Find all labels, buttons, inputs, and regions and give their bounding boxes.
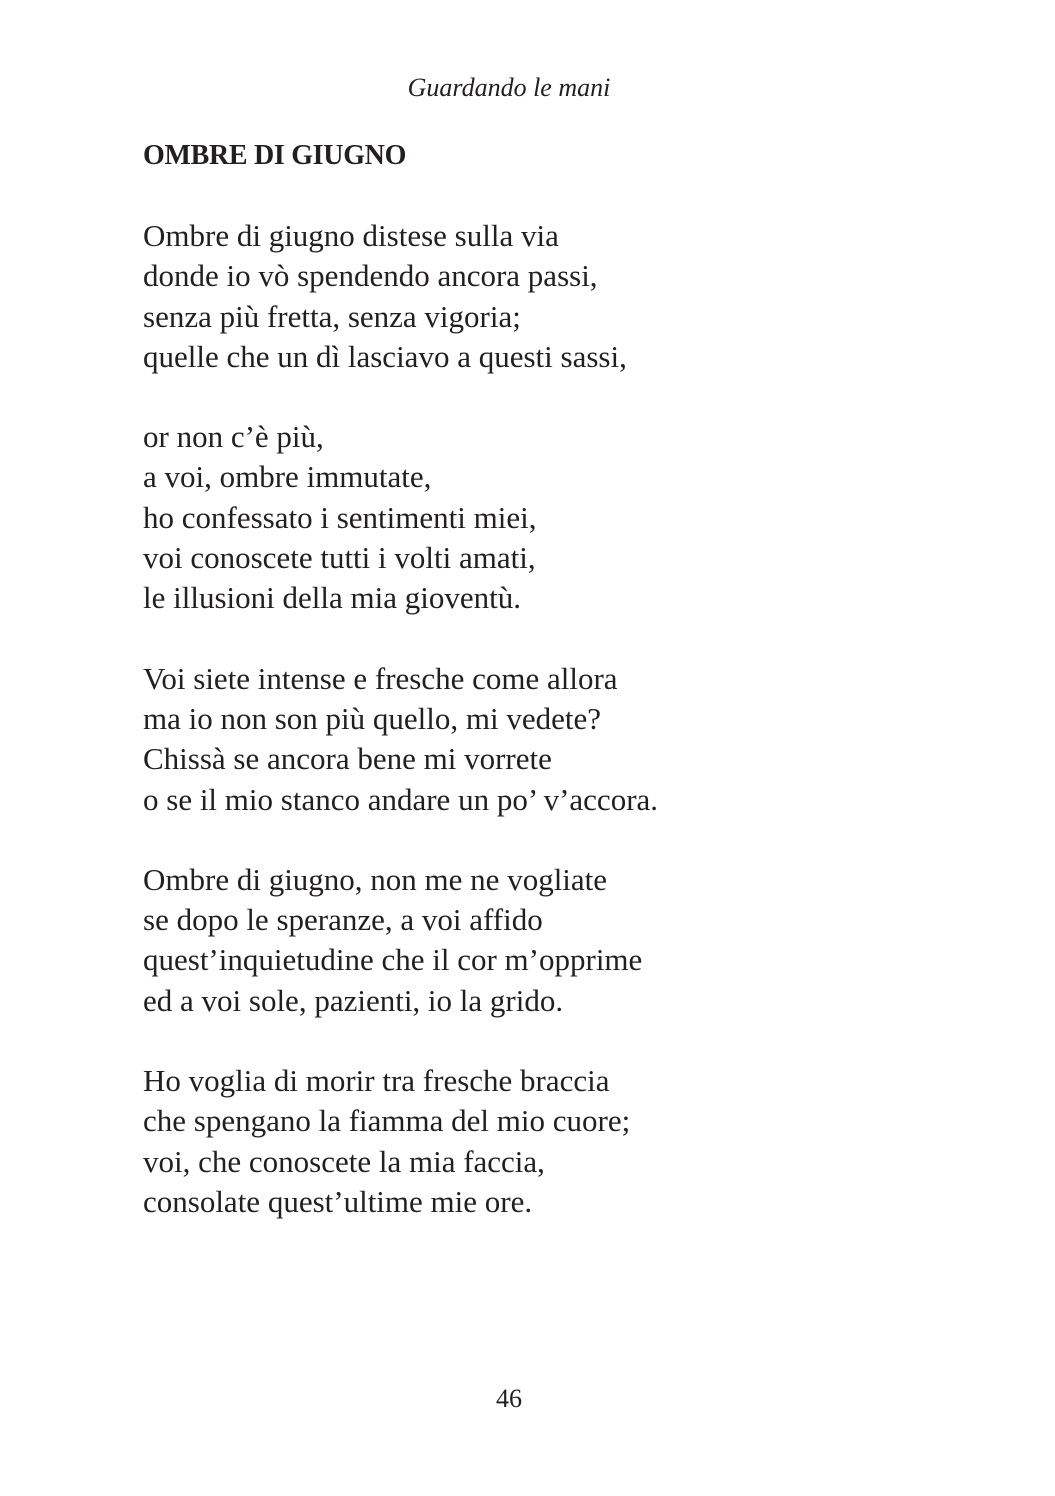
poem-line: Ombre di giugno, non me ne vogliate [143,861,608,897]
poem-title: OMBRE DI GIUGNO [143,140,407,171]
poem-line: Ombre di giugno distese sulla via [143,218,559,253]
poem-body [143,216,943,1262]
running-header: Guardando le mani [407,73,611,102]
poem-line: Ho voglia di morir tra fresche braccia [143,1063,610,1099]
poem-line: ho confessato i sentimenti miei, [143,499,537,535]
poem-line: se dopo le speranze, a voi affido [143,902,543,938]
poem-line: Voi siete intense e fresche come allora [143,660,618,696]
poem-line: voi, che conoscete la mia faccia, [143,1143,545,1179]
stanza-1 [143,216,943,377]
poem-line: donde io vò spendendo ancora passi, [143,258,598,294]
stanza-4 [143,860,943,1021]
poem-line: quelle che un dì lasciavo a questi sassi, [143,338,627,374]
poem-line: consolate quest’ultime mie ore. [143,1183,533,1219]
stanza-3 [143,659,943,820]
poem-line: senza più fretta, senza vigoria; [143,298,521,334]
stanza-5 [143,1061,943,1222]
poem-line: Chissà se ancora bene mi vorrete [143,741,552,777]
poem-line: a voi, ombre immutate, [143,459,432,495]
stanza-2 [143,417,943,618]
poem-line: le illusioni della mia gioventù. [143,580,521,616]
poem-line: ed a voi sole, pazienti, io la grido. [143,982,564,1018]
poem-line: voi conoscete tutti i volti amati, [143,540,536,576]
poem-line: o se il mio stanco andare un po’ v’accora. [143,781,659,817]
poem-line: or non c’è più, [143,419,324,455]
page-number: 46 [496,1384,522,1413]
poem-line: ma io non son più quello, mi vedete? [143,700,602,736]
poem-line: che spengano la fiamma del mio cuore; [143,1103,631,1139]
poem-line: quest’inquietudine che il cor m’opprime [143,942,643,978]
